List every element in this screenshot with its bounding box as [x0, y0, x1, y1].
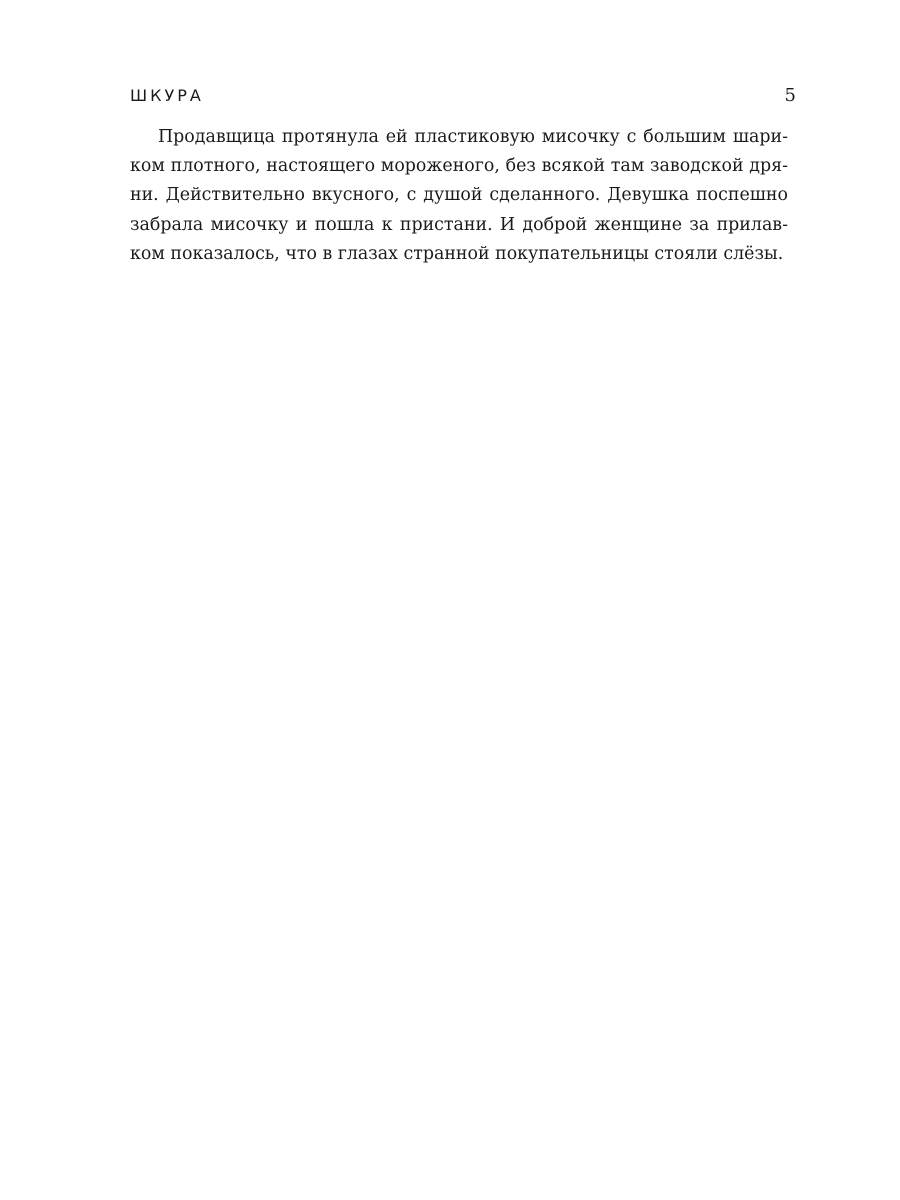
book-title: ШКУРА [130, 86, 204, 105]
running-header [130, 84, 796, 110]
page-number: 5 [784, 85, 796, 106]
body-text [130, 123, 788, 269]
paragraph: Продавщица протянула ей пластиковую мисочку с большим шариком плотного, настоящего мороженого, без всякой там заводской дряни. Действительно вкусного, с душой сделанного. Девушка поспешно забрала мисочку и пошла к пристани. И доброй женщине за прилавком показалось, что в глазах странной покупательницы стояли слёзы. [130, 127, 788, 264]
